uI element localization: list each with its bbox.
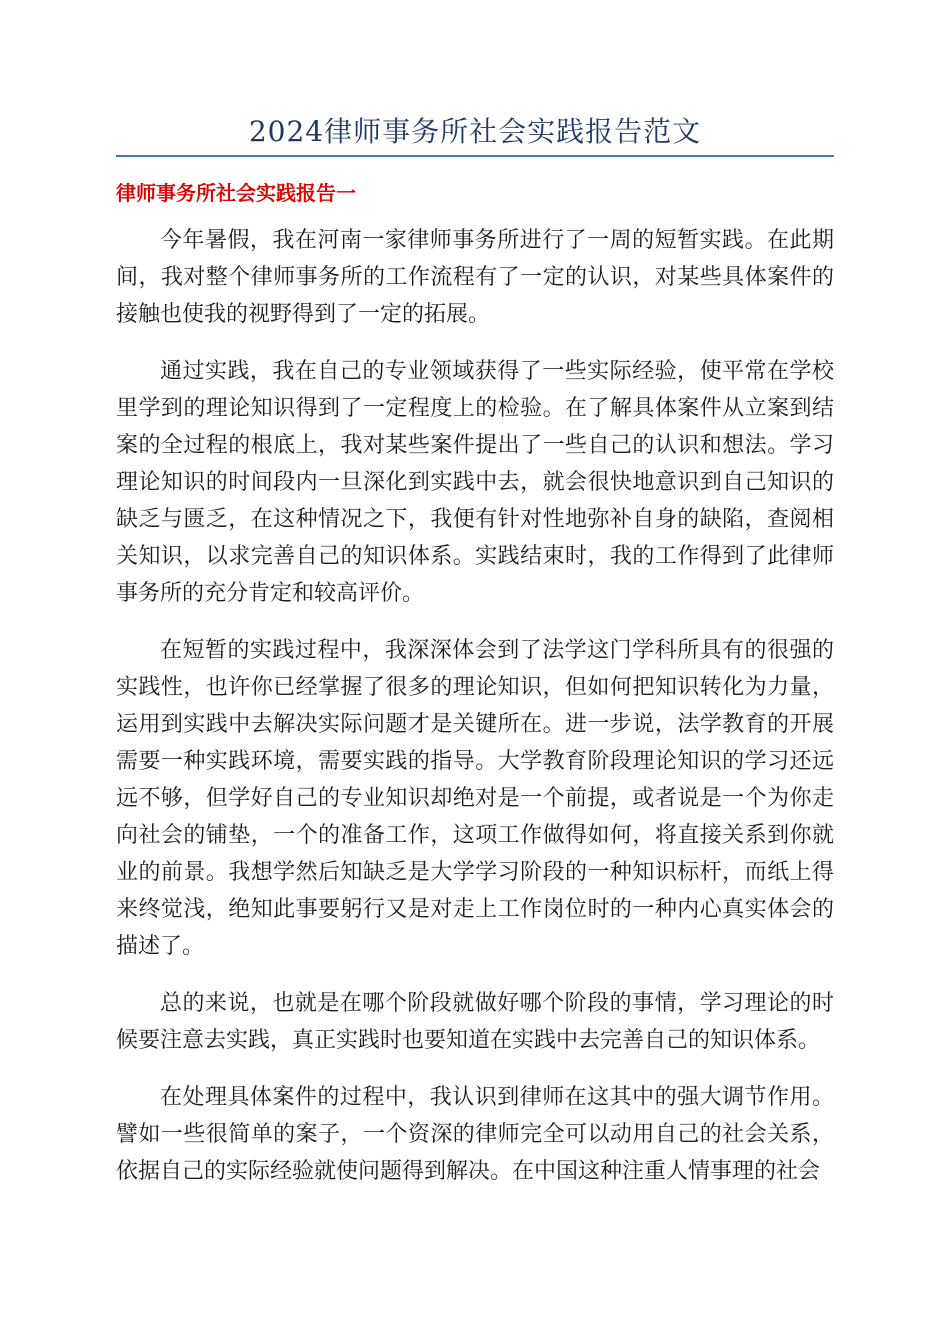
paragraph-3: 在短暂的实践过程中，我深深体会到了法学这门学科所具有的很强的实践性，也许你已经掌握了很多的理论知识，但如何把知识转化为力量，运用到实践中去解决实际问题才是关键所在。进一步说，法学教育的开展需要一种实践环境，需要实践的指导。大学教育阶段理论知识的学习还远远不够，但学好自己的专业知识却绝对是一个前提，或者说是一个为你走向社会的铺垫，一个的准备工作，这项工作做得如何，将直接关系到你就业的前景。我想学然后知缺乏是大学学习阶段的一种知识标杆，而纸上得来终觉浅，绝知此事要躬行又是对走上工作岗位时的一种内心真实体会的描述了。 xyxy=(116,638,834,959)
paragraph-2: 通过实践，我在自己的专业领域获得了一些实际经验，使平常在学校里学到的理论知识得到了一定程度上的检验。在了解具体案件从立案到结案的全过程的根底上，我对某些案件提出了一些自己的认识和想法。学习理论知识的时间段内一旦深化到实践中去，就会很快地意识到自己知识的缺乏与匮乏，在这种情况之下，我便有针对性地弥补自身的缺陷，查阅相关知识，以求完善自己的知识体系。实践结束时，我的工作得到了此律师事务所的充分肯定和较高评价。 xyxy=(116,359,834,606)
document-title: 2024律师事务所社会实践报告范文 xyxy=(248,115,702,148)
section-heading: 律师事务所社会实践报告一 xyxy=(116,181,356,205)
paragraph-5: 在处理具体案件的过程中，我认识到律师在这其中的强大调节作用。譬如一些很简单的案子，一个资深的律师完全可以动用自己的社会关系，依据自己的实际经验就使问题得到解决。在中国这种注重人情事理的社会 xyxy=(116,1085,834,1184)
body-text xyxy=(116,222,834,1210)
paragraph-1: 今年暑假，我在河南一家律师事务所进行了一周的短暂实践。在此期间，我对整个律师事务所的工作流程有了一定的认识，对某些具体案件的接触也使我的视野得到了一定的拓展。 xyxy=(116,228,834,327)
paragraph-4: 总的来说，也就是在哪个阶段就做好哪个阶段的事情，学习理论的时候要注意去实践，真正实践时也要知道在实践中去完善自己的知识体系。 xyxy=(116,991,834,1053)
title-underline xyxy=(116,155,834,157)
